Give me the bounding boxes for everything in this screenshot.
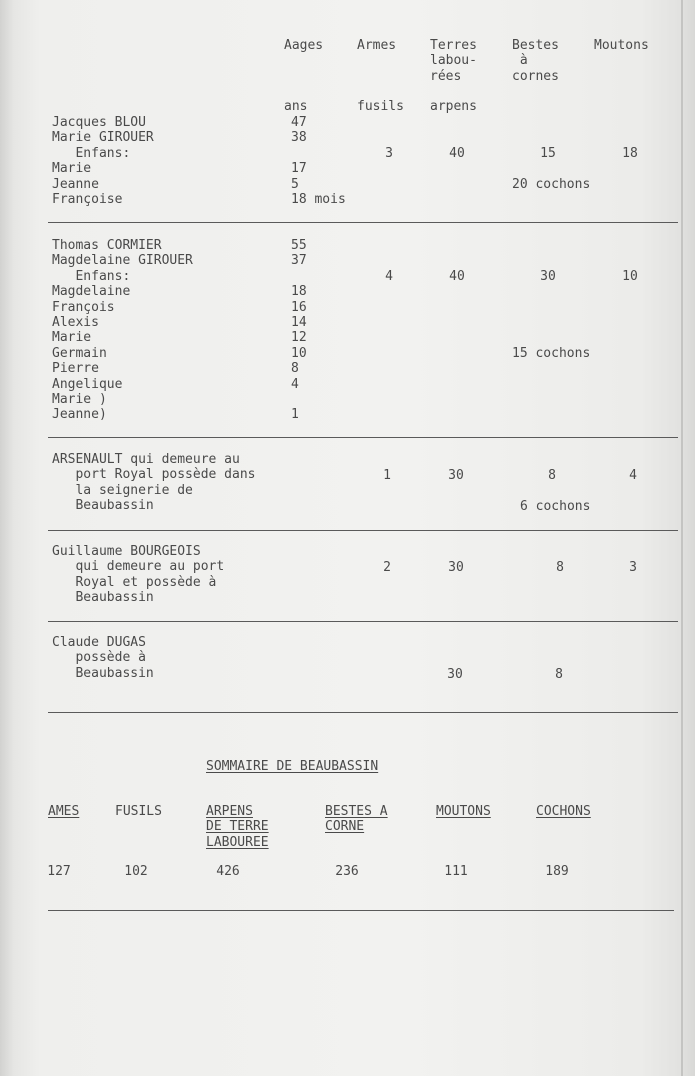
family-2-names: Thomas CORMIER Magdelaine GIROUER Enfans: Magdelaine François Alexis Marie Germain Pierre Angelique Marie ) Jeanne) [52,238,193,423]
family-3-moutons: 4 [629,468,637,483]
family-3-armes: 1 [383,468,391,483]
family-2-ages: 55 37 18 16 14 12 10 8 4 1 [291,238,307,423]
family-3-bestes: 8 [548,468,556,483]
summary-value-moutons: 111 [444,864,468,879]
family-1-terres: 40 [449,146,465,161]
family-2-cochons: 15 cochons [512,346,591,361]
family-5-terres: 30 [447,667,463,682]
family-4-moutons: 3 [629,560,637,575]
family-4-armes: 2 [383,560,391,575]
page-edge-shadow [681,0,683,1076]
summary-header-ames: AMES [48,804,80,819]
family-1-moutons: 18 [622,146,638,161]
divider [48,712,678,713]
family-4-terres: 30 [448,560,464,575]
family-2-bestes: 30 [540,269,556,284]
divider [48,621,678,622]
summary-value-arpens: 426 [216,864,240,879]
header-terres: Terres labou- rées [430,38,477,84]
family-3-names: ARSENAULT qui demeure au port Royal possède dans la seignerie de Beaubassin [52,452,256,514]
divider [48,530,678,531]
unit-arpens: arpens [430,99,477,114]
family-4-bestes: 8 [556,560,564,575]
unit-fusils: fusils [357,99,404,114]
divider [48,910,674,911]
family-1-bestes: 15 [540,146,556,161]
unit-ans: ans [284,99,308,114]
summary-header-cochons: COCHONS [536,804,591,819]
summary-value-cochons: 189 [545,864,569,879]
summary-header-fusils: FUSILS [115,804,162,819]
summary-value-ames: 127 [47,864,71,879]
summary-title: SOMMAIRE DE BEAUBASSIN [206,759,379,774]
summary-value-fusils: 102 [124,864,148,879]
family-2-armes: 4 [385,269,393,284]
header-armes: Armes [357,38,397,53]
family-1-ages: 47 38 17 5 18 mois [291,115,346,208]
summary-value-bestes: 236 [335,864,359,879]
summary-header-moutons: MOUTONS [436,804,491,819]
family-2-terres: 40 [449,269,465,284]
divider [48,222,678,223]
summary-header-bestes: BESTES A CORNE [325,804,388,835]
family-5-names: Claude DUGAS possède à Beaubassin [52,635,154,681]
header-moutons: Moutons [594,38,649,53]
family-5-bestes: 8 [555,667,563,682]
family-3-cochons: 6 cochons [520,499,591,514]
header-aages: Aages [284,38,324,53]
header-bestes: Bestes à cornes [512,38,559,84]
family-1-armes: 3 [385,146,393,161]
family-3-terres: 30 [448,468,464,483]
family-2-moutons: 10 [622,269,638,284]
family-1-cochons: 20 cochons [512,177,591,192]
summary-header-arpens: ARPENS DE TERRE LABOUREE [206,804,269,850]
divider [48,437,678,438]
family-1-names: Jacques BLOU Marie GIROUER Enfans: Marie Jeanne Françoise [52,115,154,208]
family-4-names: Guillaume BOURGEOIS qui demeure au port Royal et possède à Beaubassin [52,544,225,606]
